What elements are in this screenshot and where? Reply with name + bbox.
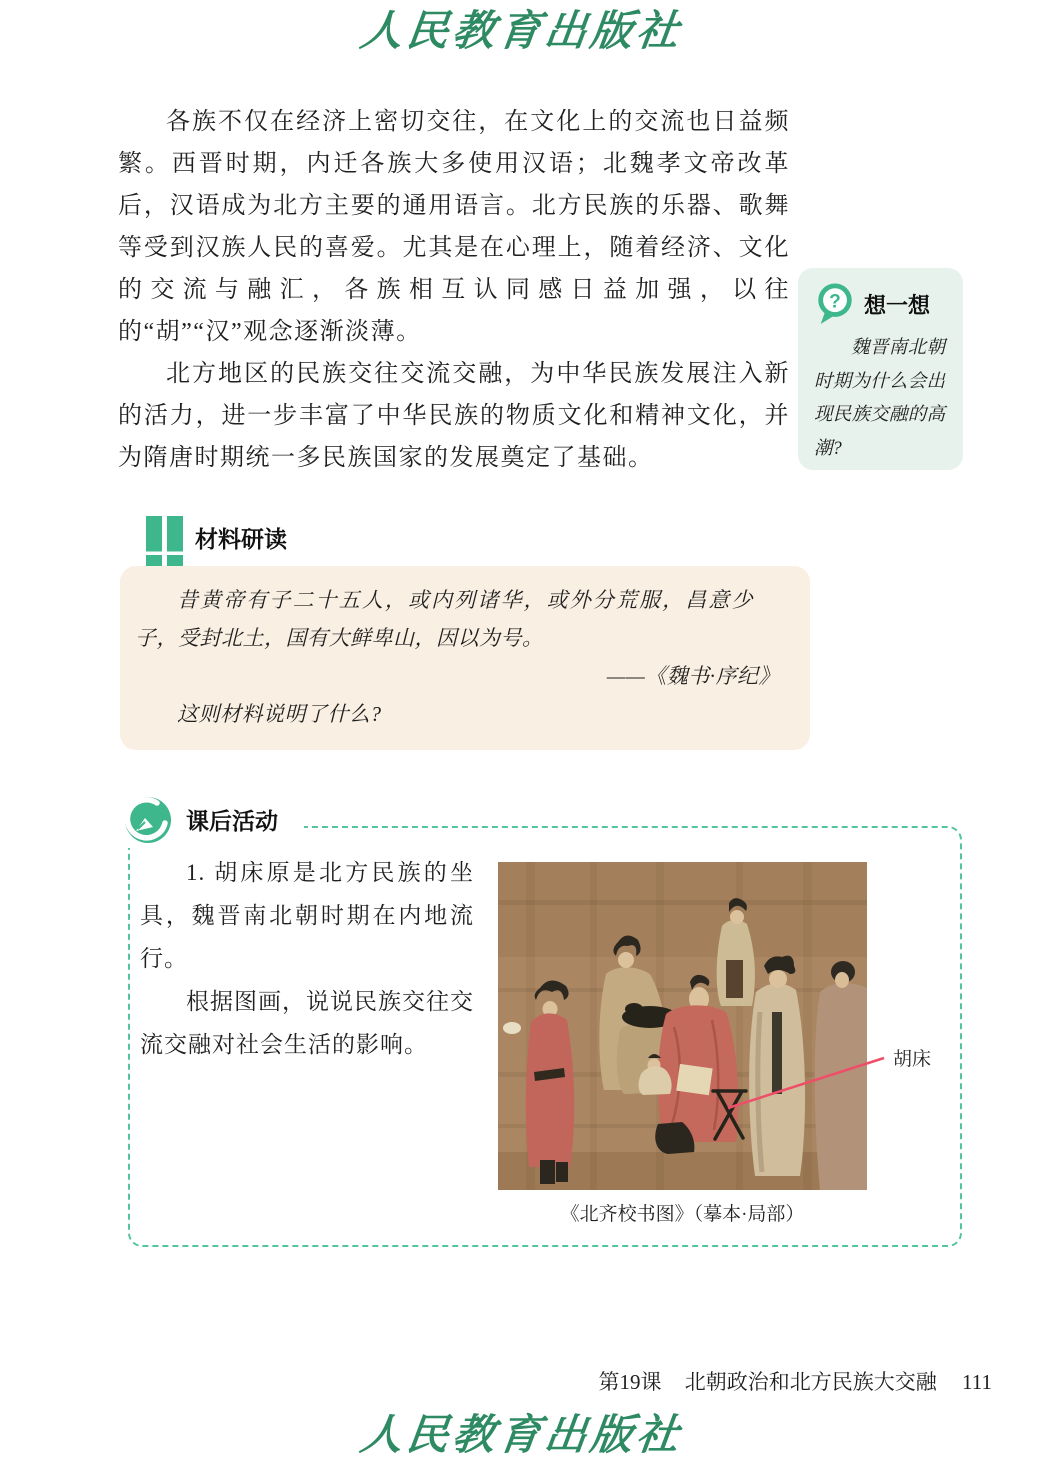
footer-chapter-title: 北朝政治和北方民族大交融 (684, 1370, 937, 1394)
material-section-header (146, 514, 287, 566)
activity-item-text: 1. 胡床原是北方民族的坐具，魏晋南北朝时期在内地流行。 (140, 860, 474, 971)
pointer-line (718, 1038, 890, 1116)
body-paragraph-2: 北方地区的民族交往交流交融，为中华民族发展注入新的活力，进一步丰富了中华民族的物质文化和精神文化，并为隋唐时期统一多民族国家的发展奠定了基础。 (118, 361, 790, 471)
material-quote: 昔黄帝有子二十五人，或内列诸华，或外分荒服，昌意少子，受封北土，国有大鲜卑山，因以为号。 (135, 588, 753, 650)
think-box-header (814, 281, 945, 327)
material-box (120, 566, 810, 750)
activity-text (140, 851, 474, 1066)
footer-page-number: 111 (962, 1370, 992, 1394)
pencil-circle-icon (124, 796, 172, 844)
painting-beiqi-jiaoshu-tu (498, 862, 867, 1190)
svg-text:?: ? (829, 291, 841, 313)
page-footer (0, 1366, 992, 1396)
publisher-logo-top: 人民教育出版社 (357, 9, 686, 55)
body-text (118, 101, 790, 479)
publisher-logo-bottom: 人民教育出版社 (357, 1413, 686, 1459)
material-question: 这则材料说明了什么? (177, 702, 382, 726)
painting-label: 胡床 (893, 1049, 932, 1070)
activity-section-title: 课后活动 (186, 808, 278, 834)
body-paragraph-1: 各族不仅在经济上密切交往，在文化上的交流也日益频繁。西晋时期，内迁各族大多使用汉语；北魏孝文帝改革后，汉语成为北方主要的通用语言。北方民族的乐器、歌舞等受到汉族人民的喜爱。尤其是在心理上，随着经济、文化的交流与融汇，各族相互认同感日益加强，以往的“胡”“汉”观念逐渐淡薄。 (118, 109, 790, 345)
material-section-title: 材料研读 (195, 526, 287, 552)
think-box-question: 魏晋南北朝时期为什么会出现民族交融的高潮? (814, 338, 945, 459)
book-columns-icon (146, 516, 183, 566)
painting-caption: 《北齐校书图》（摹本·局部） (560, 1204, 805, 1225)
think-box-title: 想一想 (864, 292, 931, 318)
material-source: ——《魏书·序纪》 (606, 664, 780, 688)
footer-lesson-number: 第19课 (598, 1370, 662, 1394)
think-box (798, 268, 963, 470)
question-bubble-icon (814, 281, 856, 327)
activity-item-question: 根据图画，说说民族交往交流交融对社会生活的影响。 (140, 989, 474, 1057)
